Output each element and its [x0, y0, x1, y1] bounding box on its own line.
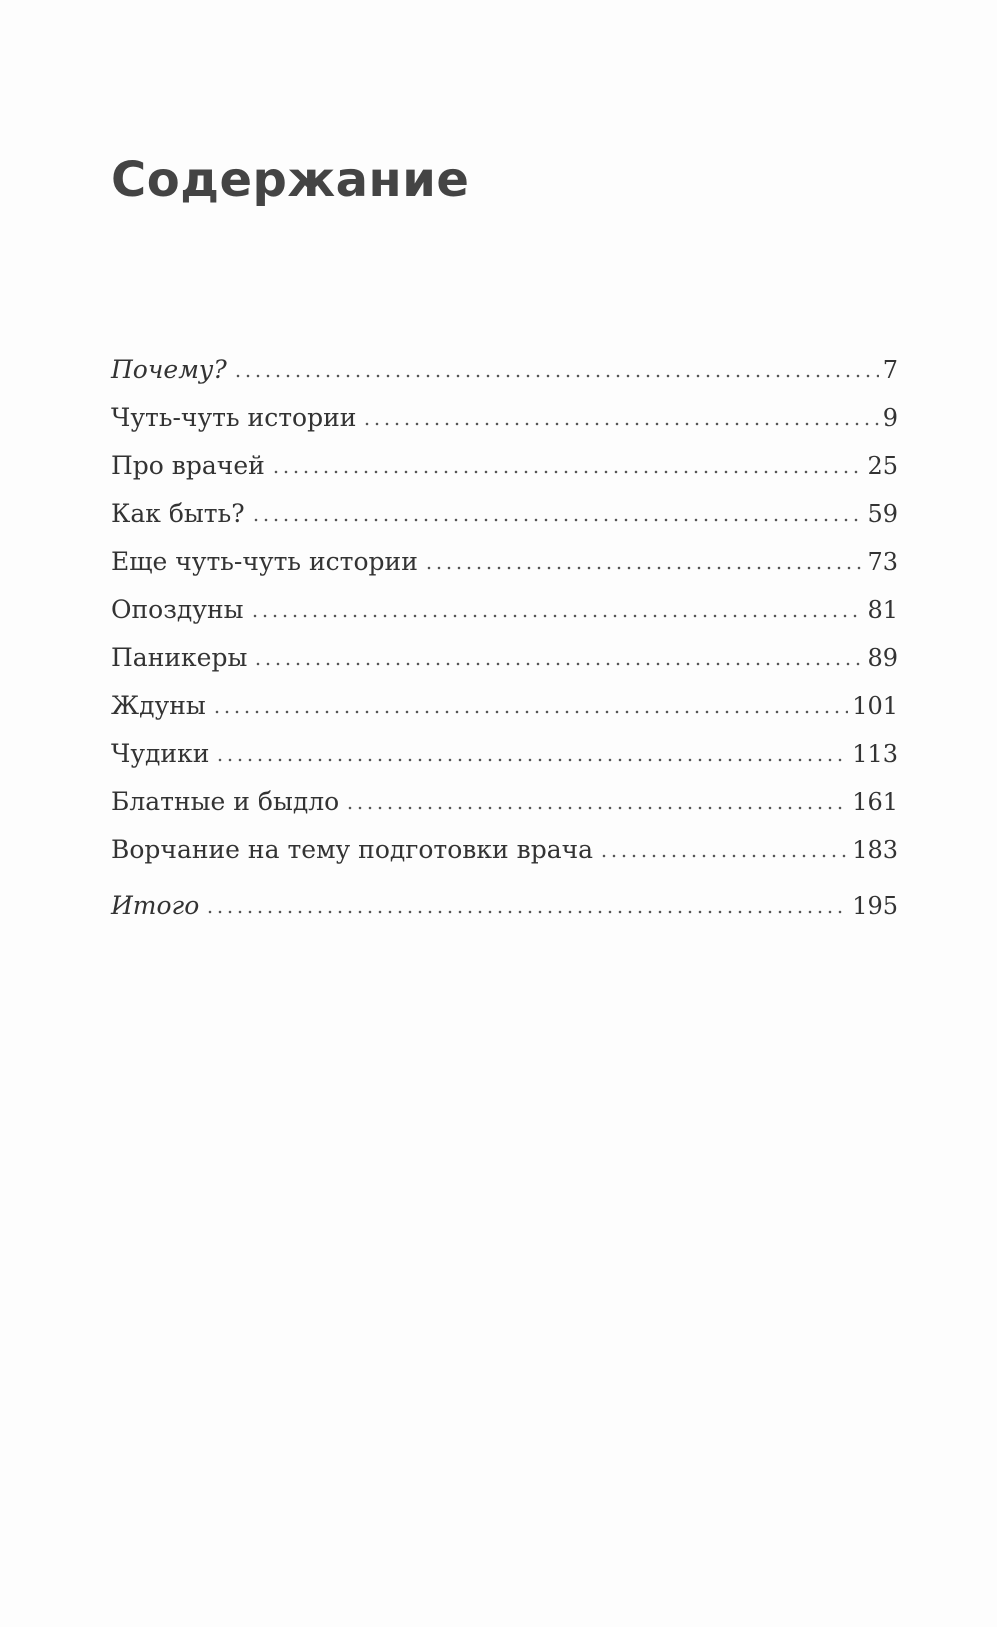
toc-entry-title: Чуть-чуть истории	[111, 403, 357, 432]
toc-leader-dots	[205, 910, 848, 914]
toc-leader-dots	[215, 758, 848, 762]
toc-entry-page: 113	[852, 740, 898, 768]
toc-entry-page: 73	[867, 548, 898, 576]
page-title: Содержание	[111, 152, 470, 208]
toc-entry	[111, 446, 898, 486]
toc-leader-dots	[253, 662, 863, 666]
toc-entry-page: 101	[852, 692, 898, 720]
toc-entry	[111, 886, 898, 926]
toc-entry	[111, 686, 898, 726]
toc-entry-title: Ворчание на тему подготовки врача	[111, 835, 594, 864]
toc-entry	[111, 398, 898, 438]
toc-leader-dots	[362, 422, 878, 426]
toc-entry-page: 195	[852, 892, 898, 920]
toc-leader-dots	[251, 518, 864, 522]
toc-entry-title: Еще чуть-чуть истории	[111, 547, 418, 576]
toc-entry-title: Паникеры	[111, 643, 248, 672]
toc-entry-title: Опоздуны	[111, 595, 244, 624]
toc-leader-dots	[599, 854, 848, 858]
toc-entry-title: Почему?	[111, 355, 227, 384]
toc-entry-page: 183	[852, 836, 898, 864]
toc-leader-dots	[212, 710, 848, 714]
toc-entry-page: 89	[867, 644, 898, 672]
toc-leader-dots	[271, 470, 864, 474]
toc-entry	[111, 590, 898, 630]
toc-entry	[111, 494, 898, 534]
toc-entry-page: 81	[867, 596, 898, 624]
toc-entry	[111, 830, 898, 870]
toc-entry-page: 25	[867, 452, 898, 480]
toc-leader-dots	[233, 374, 879, 378]
toc-entry-title: Итого	[111, 891, 200, 920]
toc-entry-page: 7	[882, 356, 898, 384]
toc-entry	[111, 350, 898, 390]
toc-entry-title: Блатные и быдло	[111, 787, 340, 816]
toc-entry-page: 9	[882, 404, 898, 432]
toc-entry	[111, 782, 898, 822]
toc-leader-dots	[250, 614, 864, 618]
toc-entry	[111, 734, 898, 774]
toc-entry	[111, 638, 898, 678]
toc-entry-title: Ждуны	[111, 691, 206, 720]
toc-leader-dots	[424, 566, 864, 570]
toc-entry-page: 161	[852, 788, 898, 816]
toc-leader-dots	[345, 806, 848, 810]
toc-entry-title: Про врачей	[111, 451, 265, 480]
toc-entry-title: Чудики	[111, 739, 210, 768]
toc-entry-page: 59	[867, 500, 898, 528]
toc-entry-title: Как быть?	[111, 499, 245, 528]
toc-entry	[111, 542, 898, 582]
